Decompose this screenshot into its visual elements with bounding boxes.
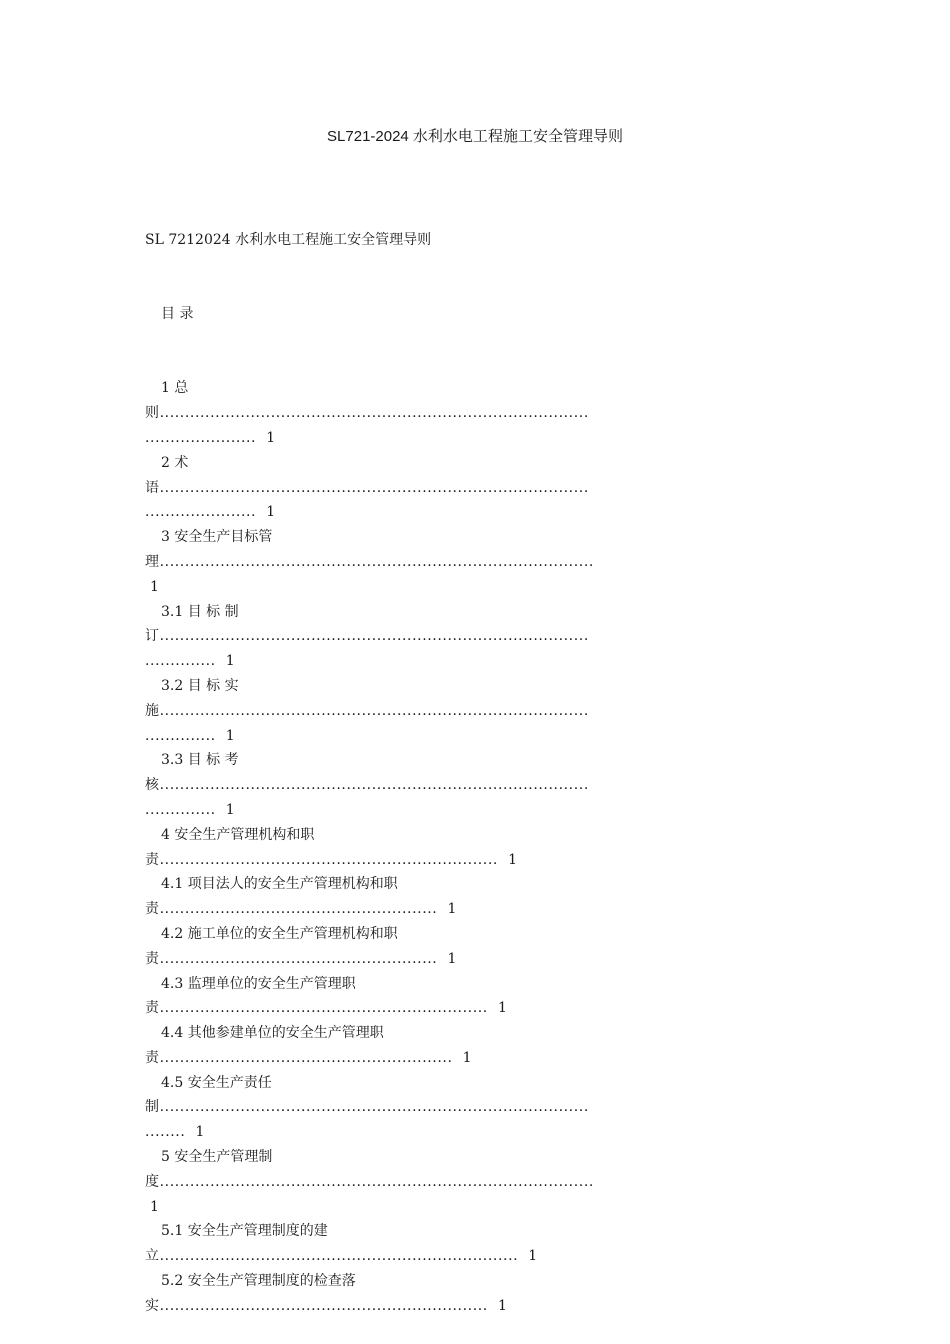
toc-lines [145, 376, 817, 1318]
toc-label: 目 录 [161, 305, 194, 322]
toc-entry-leader: 度...................................................................................... [145, 1173, 594, 1190]
toc-entry-leader: 责....................................................... 1 [145, 901, 457, 918]
toc-entry-title: 3.3 目 标 考 [161, 752, 239, 769]
toc-entry-title: 3.2 目 标 实 [161, 677, 239, 694]
toc-entry-title: 3.1 目 标 制 [161, 603, 239, 620]
toc-entry-leader: 订..................................................................................... [145, 628, 589, 645]
toc-entry-leader: 制..................................................................................... [145, 1099, 589, 1116]
page-title: SL721-2024 水利水电工程施工安全管理导则 [327, 128, 623, 145]
toc-entry-title: 1 总 [161, 380, 189, 397]
toc-entry-leader: 1 [145, 578, 160, 595]
toc-entry-title: 4.3 监理单位的安全生产管理职 [161, 975, 356, 992]
toc-entry-leader: .............. 1 [145, 801, 236, 818]
toc-entry-title: 4 安全生产管理机构和职 [161, 826, 315, 843]
toc-body [145, 178, 817, 1343]
toc-entry-leader: .............. 1 [145, 653, 236, 670]
toc-entry-title: 4.5 安全生产责任 [161, 1074, 272, 1091]
toc-entry-leader: 则..................................................................................... [145, 405, 589, 422]
toc-entry-leader: ...................... 1 [145, 504, 276, 521]
toc-entry-title: 3 安全生产目标管 [161, 529, 273, 546]
toc-entry-leader: 立....................................................................... 1 [145, 1248, 538, 1265]
toc-entry-leader: 施..................................................................................... [145, 702, 589, 719]
toc-entry-leader: 实................................................................. 1 [145, 1297, 508, 1314]
toc-entry-leader: 责................................................................... 1 [145, 851, 518, 868]
toc-entry-title: 4.1 项目法人的安全生产管理机构和职 [161, 876, 398, 893]
toc-entry-leader: 理...................................................................................... [145, 553, 594, 570]
toc-entry-leader: ...................... 1 [145, 429, 276, 446]
toc-entry-title: 4.2 施工单位的安全生产管理机构和职 [161, 925, 398, 942]
toc-entry-title: 5.2 安全生产管理制度的检查落 [161, 1273, 356, 1290]
toc-entry-title: 5 安全生产管理制 [161, 1149, 273, 1166]
toc-entry-leader: 语..................................................................................... [145, 479, 589, 496]
toc-entry-title: 4.4 其他参建单位的安全生产管理职 [161, 1025, 384, 1042]
toc-entry-leader: 核..................................................................................... [145, 777, 589, 794]
toc-entry-title: 2 术 [161, 454, 189, 471]
toc-entry-leader: 1 [145, 1198, 160, 1215]
toc-entry-leader: .............. 1 [145, 727, 236, 744]
toc-entry-leader: 责................................................................. 1 [145, 1000, 508, 1017]
toc-entry-leader: 责.......................................................... 1 [145, 1049, 473, 1066]
document-heading: SL 7212024 水利水电工程施工安全管理导则 [145, 231, 432, 248]
toc-entry-title: 5.1 安全生产管理制度的建 [161, 1223, 328, 1240]
toc-entry-leader: ........ 1 [145, 1124, 206, 1141]
toc-entry-leader: 责....................................................... 1 [145, 950, 457, 967]
